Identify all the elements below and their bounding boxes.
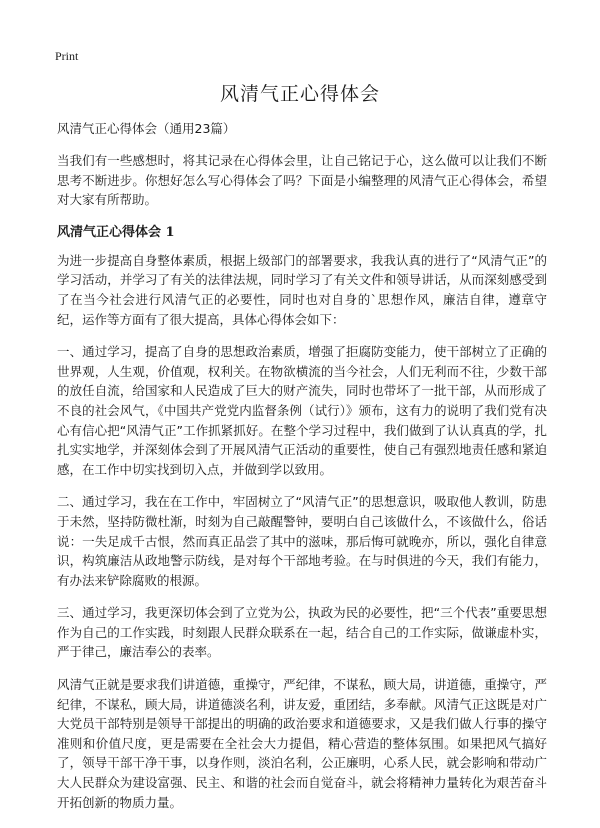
section-heading: 风清气正心得体会 1 (57, 224, 175, 240)
body-paragraph-1: 为进一步提高自身整体素质，根据上级部门的部署要求，我我认真的进行了“风清气正”的学习活动，并学习了有关的法律法规，同时学习了有关文件和领导讲话，从而深刻感受到了在当今社会进行风清气正的必要性，同时也对自身的`思想作风，廉洁自律，遵章守纪，运作等方面有了很大提高，具体心得体会如下： (57, 252, 547, 327)
body-paragraph-5: 风清气正就是要求我们讲道德，重操守，严纪律，不谋私，顾大局，讲道德，重操守，严纪律，不谋私，顾大局，讲道德淡名利，讲友爱，重团结，多奉献。风清气正这既是对广大党员干部特别是领导干部提出的明确的政治要求和道德要求，又是我们做人行事的操守准则和价值尺度，更是需要在全社会大力提倡，精心营造的整体氛围。如果把风气搞好了，领导干部干净干事，以身作则，淡泊名利，公正廉明，心系人民，就会影响和带动广大人民群众为建设富强、民主、和谐的社会而自觉奋斗，就会将精神力量转化为艰苦奋斗开拓创新的物质力量。 (57, 677, 547, 810)
intro-paragraph: 当我们有一些感想时，将其记录在心得体会里，让自己铭记于心，这么做可以让我们不断思考不断进步。你想好怎么写心得体会了吗？下面是小编整理的风清气正心得体会，希望对大家有所帮助。 (57, 153, 547, 208)
body-paragraph-3: 二、通过学习，我在在工作中，牢固树立了“风清气正”的思想意识，吸取他人教训，防患于未然，坚持防微杜渐，时刻为自己敲醒警钟，要明白自己该做什么，不该做什么，俗话说：一失足成千古恨，然而真正品尝了其中的滋味，那后悔可就晚亦，所以，强化自律意识，构筑廉洁从政地警示防线，是对每个干部地考验。在与时俱进的今天，我们有能力，有办法来铲除腐败的根源。 (57, 494, 547, 588)
article-body (57, 151, 547, 825)
print-link[interactable]: Print (55, 49, 79, 63)
page-title: 风清气正心得体会 (219, 83, 380, 105)
body-paragraph-2: 一、通过学习，提高了自身的思想政治素质，增强了拒腐防变能力，使干部树立了正确的世界观，人生观，价值观，权利关。在物欲横流的当今社会，人们无利而不往，少数干部的放任自流，给国家和人民造成了巨大的财产流失，同时也带坏了一批干部，从而形成了不良的社会风气，《中国共产党党内监督条例（试行）》颁布，这有力的说明了我们党有决心有信心把“风清气正”工作抓紧抓好。在整个学习过程中，我们做到了认认真真的学，扎扎实实地学，并深刻体会到了开展风清气正活动的重要性，使自己有强烈地责任感和紧迫感，在工作中切实找到切入点，并做到学以致用。 (57, 344, 547, 477)
document-subtitle: 风清气正心得体会（通用23篇） (57, 121, 236, 136)
body-paragraph-4: 三、通过学习，我更深切体会到了立党为公，执政为民的必要性，把“三个代表”重要思想作为自己的工作实践，时刻跟人民群众联系在一起，结合自己的工作实际，做谦虚朴实，严于律己，廉洁奉公的表率。 (57, 605, 547, 660)
